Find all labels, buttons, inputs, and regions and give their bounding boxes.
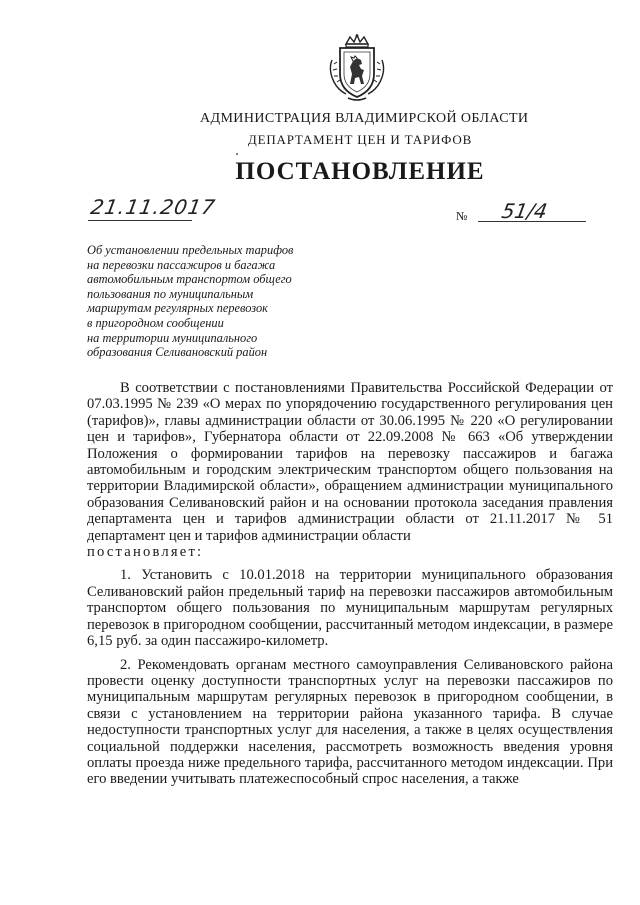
document-number: 51/4 (499, 199, 550, 223)
organization-name: АДМИНИСТРАЦИЯ ВЛАДИМИРСКОЙ ОБЛАСТИ (200, 111, 529, 126)
date-underline (88, 220, 192, 221)
preamble-paragraph (87, 380, 613, 544)
document-title: ПОСТАНОВЛЕНИЕ (235, 158, 485, 185)
subject-line: на территории муниципального (87, 330, 258, 345)
subject-line: образования Селивановский район (87, 345, 268, 360)
preamble-text: В соответствии с постановлениями Правительства Российской Федерации от 07.03.1995 № 239 «О мерах по упорядочению государственного регулирования цен (тарифов)», главы администрации области от 30.06.1995 № 220 «О регулировании цен и тарифов», Губернатора области от 22.09.2008 № 663 «Об утверждении Положения о формировании тарифов на перевозку пассажиров и багажа автомобильным и городским электрическим транспортом общего пользования на территории Владимирской области», обращением администрации муниципального образования Селивановский район и на основании протокола заседания правления департамента цен и тарифов администрации области от 21.11.2017 № 51 департамент цен и тарифов администрации области (87, 380, 613, 544)
decree-line (87, 544, 613, 560)
decree-word: постановляет: (87, 544, 204, 561)
number-sign: № (456, 209, 468, 223)
subject-line: на перевозки пассажиров и багажа (87, 257, 276, 272)
subject-line: Об установлении предельных тарифов (87, 243, 294, 257)
item-2-paragraph: 2. Рекомендовать органам местного самоуправления Селивановского района провести оценку доступности транспортных услуг на перевозки пассажиров по муниципальным маршрутам регулярных перевозок в пригородном сообщении, в связи с установлением на территории района указанного тарифа. В случае недоступности транспортных услуг для населения, а также в целях осуществления социальной поддержки населения, рассмотреть возможность введения уровня оплаты проезда ниже предельного тарифа, рассчитанного методом индексации. При его введении учитывать платежеспособный спрос населения, а также (87, 656, 613, 788)
subject-line: в пригородном сообщении (87, 315, 224, 330)
subject-line: пользования по муниципальным (87, 286, 254, 301)
document-body (87, 380, 613, 795)
subject-line: маршрутам регулярных перевозок (87, 301, 268, 316)
item-1-paragraph: 1. Установить с 10.01.2018 на территории муниципального образования Селивановский район предельный тариф на перевозки пассажиров автомобильным транспортом общего пользования по муниципальным маршрутам регулярных перевозок в пригородном сообщении, рассчитанный методом индексации, в размере 6,15 руб. за один пассажиро-километр. (87, 567, 613, 650)
document-number-field (456, 199, 586, 225)
department-name: ДЕПАРТАМЕНТ ЦЕН И ТАРИФОВ (247, 132, 473, 147)
ink-dot (236, 153, 238, 155)
subject-line: автомобильным транспортом общего (87, 272, 292, 287)
coat-of-arms-icon (326, 34, 388, 102)
document-date: 21.11.2017 (88, 195, 218, 219)
document-subject (87, 243, 337, 360)
